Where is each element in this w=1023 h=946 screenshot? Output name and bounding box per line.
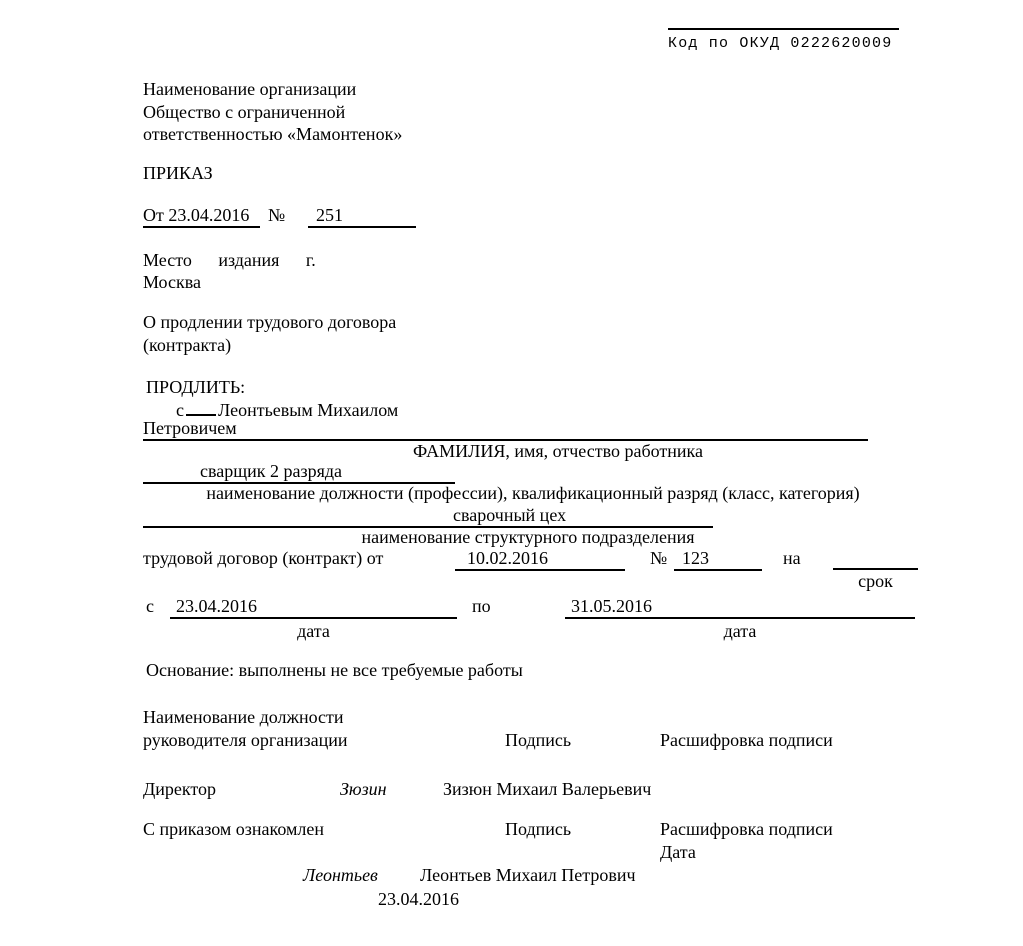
- srok-label: срок: [858, 571, 893, 591]
- date-column-label: Дата: [660, 842, 696, 862]
- action-label: ПРОДЛИТЬ:: [146, 377, 246, 397]
- blank-line: [186, 398, 216, 416]
- department-caption: наименование структурного подразделения: [361, 527, 695, 547]
- director-name: Зизюн Михаил Валерьевич: [443, 779, 652, 799]
- employee-signature-name: Леонтьев Михаил Петрович: [420, 865, 636, 885]
- transcript-column-label: Расшифровка подписи: [660, 730, 833, 750]
- from-date-field: 23.04.2016: [170, 596, 457, 619]
- term-blank-field: [833, 552, 918, 570]
- position-field: сварщик 2 разряда: [143, 461, 455, 484]
- contract-date-field: 10.02.2016: [455, 548, 625, 571]
- contract-number-sign: №: [650, 548, 668, 568]
- ack-label: С приказом ознакомлен: [143, 819, 325, 839]
- from-date-caption: дата: [297, 621, 330, 641]
- employee-signature: Леонтьев: [303, 865, 378, 885]
- ack-signature-column-label: Подпись: [505, 819, 572, 839]
- head-caption-line2: руководителя организации: [143, 730, 348, 750]
- department-field: сварочный цех: [143, 505, 713, 528]
- to-date-caption: дата: [723, 621, 757, 641]
- director-title: Директор: [143, 779, 217, 799]
- basis-text: Основание: выполнены не все требуемые работы: [146, 660, 523, 680]
- order-number-field: 251: [308, 205, 416, 228]
- place-label: Место издания г.: [143, 250, 316, 270]
- contract-label: трудовой договор (контракт) от: [143, 548, 384, 568]
- from-label: с: [146, 596, 154, 616]
- subject-line1: О продлении трудового договора: [143, 312, 397, 332]
- order-date-field: От 23.04.2016: [143, 205, 260, 228]
- org-caption: Наименование организации: [143, 79, 357, 99]
- position-caption: наименование должности (профессии), квалификационный разряд (класс, категория): [206, 483, 860, 503]
- director-signature: Зюзин: [340, 779, 387, 799]
- okud-code: Код по ОКУД 0222620009: [668, 28, 899, 52]
- contract-number-field: 123: [674, 548, 762, 571]
- employee-name-field: Петровичем: [143, 418, 868, 441]
- with-label: с: [176, 400, 184, 420]
- org-name-line1: Общество с ограниченной: [143, 101, 346, 122]
- place-city: Москва: [143, 272, 201, 292]
- ack-transcript-column-label: Расшифровка подписи: [660, 819, 833, 839]
- order-number-sign: №: [268, 205, 286, 225]
- to-date-field: 31.05.2016: [565, 596, 915, 619]
- na-label: на: [783, 548, 801, 568]
- head-caption-line1: Наименование должности: [143, 707, 344, 727]
- subject-line2: (контракта): [143, 334, 232, 355]
- org-name-line2: ответственностью «Мамонтенок»: [143, 124, 403, 144]
- signature-column-label: Подпись: [505, 730, 572, 750]
- to-label: по: [472, 596, 491, 616]
- employee-name-line1: Леонтьевым Михаилом: [218, 400, 399, 420]
- employee-caption: ФАМИЛИЯ, имя, отчество работника: [413, 441, 703, 461]
- order-title: ПРИКАЗ: [143, 163, 213, 183]
- ack-date: 23.04.2016: [378, 889, 459, 909]
